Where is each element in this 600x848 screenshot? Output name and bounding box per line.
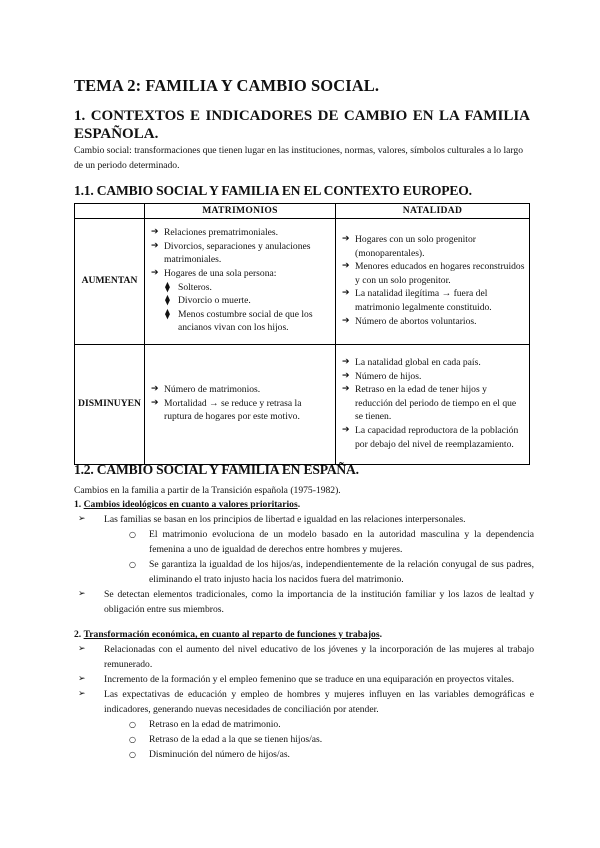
circle-bullet-icon: ○: [129, 735, 136, 744]
list-item: ➢ Las expectativas de educación y empleo de hombres y mujeres influyen en las variables demográficas e indicadores, generando nuevas necesidades de conciliación por atender.: [78, 689, 534, 715]
part-1-ideological: [74, 497, 534, 617]
arrow-icon: ➔: [342, 370, 350, 381]
arrow-icon: ➔: [151, 384, 159, 395]
arrow-icon: ➔: [151, 227, 159, 238]
part-2-economic: [74, 627, 534, 762]
diamond-bullet-icon: ⧫: [165, 281, 170, 293]
section-1-2-intro: Cambios en la familia a partir de la Transición española (1975-1982).: [74, 485, 341, 496]
list-item: ➔ Hogares con un solo progenitor (monoparentales).: [342, 234, 476, 259]
section-1-heading-line2: ESPAÑOLA.: [74, 126, 159, 142]
arrow-icon: ➔: [342, 288, 350, 299]
part-1-heading: 1. Cambios ideológicos en cuanto a valores prioritarios.: [74, 499, 301, 510]
list-item: ➔ Divorcios, separaciones y anulaciones matrimoniales.: [151, 240, 311, 266]
section-1-1-heading: 1.1. CAMBIO SOCIAL Y FAMILIA EN EL CONTEXTO EUROPEO.: [74, 183, 472, 198]
section-1-intro: Cambio social: transformaciones que tienen lugar en las instituciones, normas, valores, símbolos culturales a lo largo de un periodo determinado.: [74, 145, 524, 171]
circle-bullet-icon: ○: [129, 720, 136, 729]
sub-list-item: ⧫ Menos costumbre social de que los ancianos vivan con los hijos.: [165, 308, 313, 334]
arrow-icon: ➔: [342, 384, 350, 395]
arrow-icon: ➔: [342, 315, 350, 326]
list-item: ➢ Se detectan elementos tradicionales, como la importancia de la institución familiar y los lazos de lealtad y obligación entre sus miembros.: [78, 589, 534, 615]
list-item: ➔ La capacidad reproductora de la población por debajo del nivel de reemplazamiento.: [342, 424, 519, 450]
arrow-icon: ➔: [342, 234, 350, 245]
list-item: ➢ Relacionadas con el aumento del nivel educativo de los jóvenes y la incorporación de las mujeres al trabajo remunerado.: [78, 644, 534, 670]
table-header-row: [75, 204, 530, 219]
list-item: ➔ Menores educados en hogares reconstruidos y con un solo progenitor.: [342, 261, 525, 286]
sub-list-item: ○ Retraso en la edad de matrimonio.: [129, 719, 281, 730]
part-2-heading: 2. Transformación económica, en cuanto al reparto de funciones y trabajos.: [74, 629, 382, 640]
section-1-2-heading: 1.2. CAMBIO SOCIAL Y FAMILIA EN ESPAÑA.: [74, 462, 359, 477]
list-item: ➔ Retraso en la edad de tener hijos y reducción del periodo de tiempo en el que se tienen.: [342, 384, 517, 423]
europe-change-table: [74, 203, 530, 465]
arrowhead-bullet-icon: ➢: [78, 514, 86, 524]
cell-disminuyen-matrimonios: [145, 344, 336, 464]
list-item: ➔ Número de matrimonios.: [151, 384, 261, 396]
list-item: ➢ Las familias se basan en los principios de libertad e igualdad en las relaciones interpersonales.: [78, 514, 466, 525]
list-item: ➔ Relaciones prematrimoniales.: [151, 227, 279, 239]
row-label-disminuyen: DISMINUYEN: [75, 344, 145, 464]
row-label-aumentan: AUMENTAN: [75, 218, 145, 344]
arrow-icon: ➔: [151, 268, 159, 278]
sub-list-item: ○ Retraso de la edad a la que se tienen hijos/as.: [129, 734, 323, 745]
table-row-aumentan: [75, 218, 530, 344]
diamond-bullet-icon: ⧫: [165, 308, 170, 320]
arrow-icon: ➔: [342, 357, 350, 368]
circle-bullet-icon: ○: [129, 750, 136, 759]
cell-aumentan-matrimonios: [145, 218, 336, 344]
list-item: ➔ Número de abortos voluntarios.: [342, 315, 477, 327]
sub-list-item: ⧫ Divorcio o muerte.: [165, 295, 251, 307]
table-row-disminuyen: [75, 344, 530, 464]
list-item: ➔ La natalidad global en cada país.: [342, 357, 481, 369]
list-item: ➔ Hogares de una sola persona:: [151, 268, 277, 279]
sub-list-item: ○ El matrimonio evoluciona de un modelo basado en la autoridad masculina y la dependencia femenina a uno de igualdad de derechos entre hombres y mujeres.: [129, 529, 534, 555]
list-item: ➔ Número de hijos.: [342, 370, 422, 382]
arrow-icon: ➔: [151, 397, 159, 408]
arrow-icon: ➔: [342, 261, 350, 272]
cell-aumentan-natalidad: [336, 218, 530, 344]
arrowhead-bullet-icon: ➢: [78, 644, 86, 654]
arrowhead-bullet-icon: ➢: [78, 589, 86, 599]
header-natalidad: NATALIDAD: [336, 204, 530, 219]
section-1-heading-line1: 1. CONTEXTOS E INDICADORES DE CAMBIO EN LA FAMILIA: [74, 108, 530, 124]
header-matrimonios: MATRIMONIOS: [145, 204, 336, 219]
section-1-heading: [74, 107, 530, 143]
cell-disminuyen-natalidad: [336, 344, 530, 464]
circle-bullet-icon: ○: [129, 560, 136, 569]
sub-list-item: ○ Disminución del número de hijos/as.: [129, 749, 290, 760]
sub-list-item: ⧫ Solteros.: [165, 281, 212, 293]
table-corner: [75, 204, 145, 219]
sub-list-item: ○ Se garantiza la igualdad de los hijos/as, independientemente de la relación conyugal de sus padres, eliminando el trato injusto hacia los nacidos fuera del matrimonio.: [129, 559, 534, 585]
list-item: ➢ Incremento de la formación y el empleo femenino que se traduce en una equiparación en proyectos vitales.: [78, 674, 514, 685]
circle-bullet-icon: ○: [129, 530, 136, 539]
list-item: ➔ Mortalidad → se reduce y retrasa la ruptura de hogares por este motivo.: [151, 397, 302, 423]
arrow-icon: ➔: [151, 240, 159, 251]
arrowhead-bullet-icon: ➢: [78, 689, 86, 699]
arrow-icon: ➔: [342, 424, 350, 435]
diamond-bullet-icon: ⧫: [165, 295, 170, 307]
list-item: ➔ La natalidad ilegítima → fuera del matrimonio legalmente constituido.: [342, 288, 492, 313]
arrowhead-bullet-icon: ➢: [78, 674, 86, 684]
document-title: TEMA 2: FAMILIA Y CAMBIO SOCIAL.: [74, 76, 380, 95]
